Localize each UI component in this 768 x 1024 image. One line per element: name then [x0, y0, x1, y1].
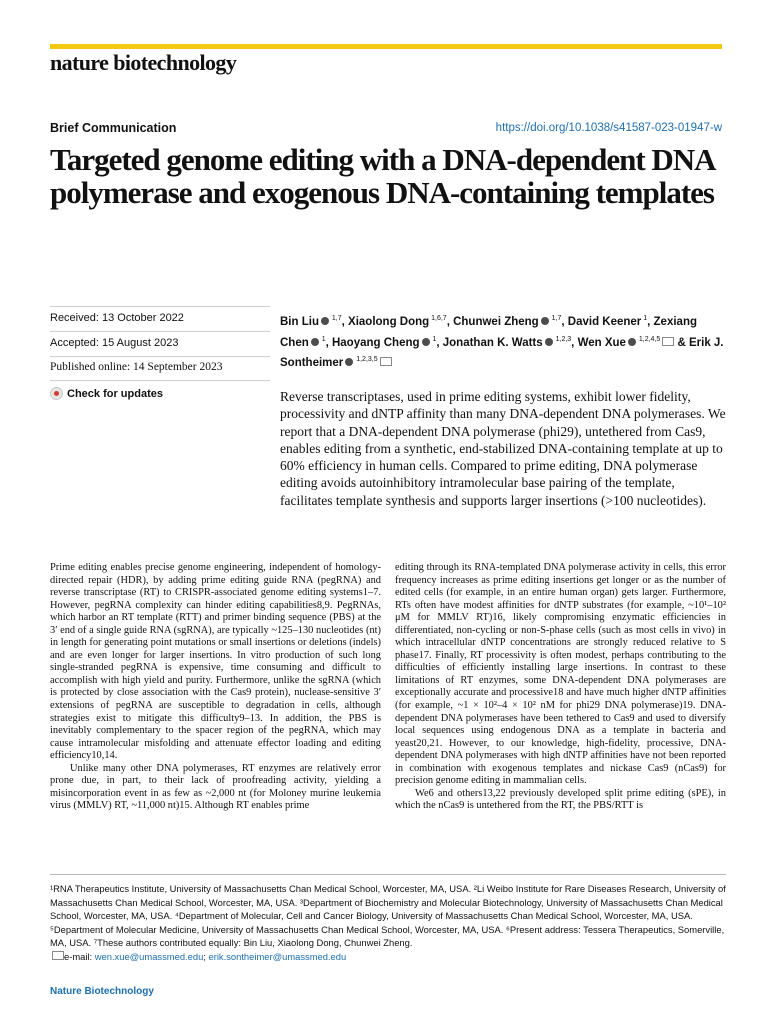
author-entry: [568, 316, 647, 328]
author-entry: [332, 337, 436, 349]
author-name: Bin Liu: [280, 315, 319, 328]
email-link-xue[interactable]: wen.xue@umassmed.edu: [94, 950, 204, 962]
author-affiliation: 1,6,7: [429, 315, 447, 322]
accepted-date: Accepted: 15 August 2023: [50, 337, 179, 349]
mail-icon: [52, 951, 64, 960]
published-date: Published online: 14 September 2023: [50, 361, 223, 373]
orcid-icon[interactable]: [422, 338, 430, 346]
author-affiliation: 1: [641, 315, 648, 322]
author-entry: [453, 316, 561, 328]
article-title: Targeted genome editing with a DNA-dependent DNA polymerase and exogenous DNA-containing templates: [50, 142, 714, 210]
author-affiliation: 1,2,3: [553, 335, 572, 343]
orcid-icon[interactable]: [345, 358, 353, 366]
abstract: Reverse transcriptases, used in prime editing systems, exhibit lower fidelity, processivity and dNTP affinity than many DNA-dependent DNA polymerases. We report that a DNA-dependent DNA polymerase (phi29), untethered from Cas9, enables editing from a synthetic, end-stabilized DNA-containing template at up to 60% efficiency in human cells. Compared to prime editing, DNA polymerase editing avoids autoinhibitory intramolecular base pairing of the template, facilitates template synthesis and supports larger insertions (>100 nucleotides).: [280, 389, 726, 508]
email-link-sontheimer[interactable]: erik.sontheimer@umassmed.edu: [208, 950, 347, 962]
header-accent-bar: [50, 44, 722, 49]
mail-icon[interactable]: [380, 357, 392, 366]
doi-link[interactable]: https://doi.org/10.1038/s41587-023-01947-w: [495, 122, 722, 134]
author-list: Bin Liu $^{1,7}$, Xiaolong Dong $^{1,6,7}$, Chunwei Zheng $^{1,7}$, David Keener $^1$, Zexiang Chen $^1$, Haoyang Cheng $^1$, Jonathan K. Watts $^{1,2,3}$, Wen Xue $^{1,2,4,5}$ & Erik J. Sontheimer $^{1,2,3,5}$: [280, 315, 724, 370]
author-affiliation: 1,7: [329, 315, 342, 322]
author-name: Wen Xue: [577, 336, 626, 349]
author-affiliation: 1: [430, 335, 437, 343]
mail-icon[interactable]: [662, 337, 674, 346]
author-name: Jonathan K. Watts: [442, 336, 543, 349]
meta-divider: [50, 331, 270, 332]
journal-logo: nature biotechnology: [50, 50, 237, 75]
author-name: Chunwei Zheng: [453, 315, 539, 328]
author-name: Xiaolong Dong: [348, 315, 430, 328]
author-name: David Keener: [567, 315, 642, 328]
orcid-icon[interactable]: [311, 338, 319, 346]
meta-divider: [50, 306, 270, 307]
body-paragraph: We6 and others13,22 previously developed split prime editing (sPE), in which the nCas9 is untethered from the RT, the PBS/RTT is: [395, 787, 726, 812]
email-separator: ;: [203, 950, 206, 962]
check-updates-label: Check for updates: [67, 387, 163, 400]
author-affiliation: 1,2,3,5: [354, 356, 378, 364]
article-type: Brief Communication: [50, 121, 177, 135]
author-entry: [443, 337, 571, 349]
author-entry: [280, 316, 342, 328]
affiliations-text: ¹RNA Therapeutics Institute, University of Massachusetts Chan Medical School, Worcester, MA, USA. ²Li Weibo Institute for Rare Diseases Research, University of Massachusetts Chan Medical School, Worcester, MA, USA. ³Department of Biochemistry and Molecular Biotechnology, University of Massachusetts Chan Medical School, Worcester, MA, USA. ⁴Department of Molecular, Cell and Cancer Biology, University of Massachusetts Chan Medical School, Worcester, MA, USA. ⁵Department of Molecular Medicine, University of Massachusetts Chan Medical School, Worcester, MA, USA. ⁶Present address: Tessera Therapeutics, Somerville, MA, USA. ⁷These authors contributed equally: Bin Liu, Xiaolong Dong, Chunwei Zheng.: [50, 883, 726, 949]
orcid-icon[interactable]: [545, 338, 553, 346]
body-column-right: [395, 562, 726, 813]
received-date: Received: 13 October 2022: [50, 312, 184, 324]
body-paragraph: Prime editing enables precise genome engineering, independent of homology-directed repair (HDR), by adding prime editing guide RNA (pegRNA) and reverse transcriptase (RT) to CRISPR-associated genome editing systems1–7. However, pegRNA complexity can hinder editing capabilities8,9. PegRNAs, which harbor an RT template (RTT) and primer binding sequence (PBS) at the 3′ end of a single guide RNA (sgRNA), are typically ~125–130 nucleotides (nt) in length for generating point mutations or small insertions or deletions (indels) and are even longer for larger insertions. In vitro production of such long single-stranded pegRNA is expensive, time consuming and difficult to accomplish with high yield and purity. Furthermore, unlike the sgRNA (which is protected by close association with the Cas9 protein), nuclease-sensitive 3′ extensions of pegRNA are susceptible to degradation in cells, although strategies exist to mitigate this difficulty9–13. In addition, the PBS is inevitably complementary to the spacer region of the pegRNA, which may cause intramolecular misfolding and attenuate effector loading and editing efficiency10,14.: [50, 562, 381, 762]
orcid-icon[interactable]: [541, 317, 549, 325]
author-entry: [578, 337, 675, 349]
author-affiliation: 1: [319, 335, 326, 343]
affiliation-footnotes: [50, 882, 730, 964]
body-paragraph: Unlike many other DNA polymerases, RT enzymes are relatively error prone due, in part, to their lack of proofreading activity, yielding a misincorporation event in as few as ~2,000 nt (for Moloney murine leukemia virus (MMLV) RT, ~11,000 nt)15. Although RT enables prime: [50, 762, 381, 812]
author-entry: & Erik J. Sontheimer $^{1,2,3,5}$: [280, 336, 724, 370]
body-column-left: [50, 562, 381, 813]
author-name: Erik J. Sontheimer: [280, 336, 724, 370]
author-affiliation: 1,7: [549, 315, 562, 322]
author-affiliation: 1,2,4,5: [636, 335, 661, 343]
orcid-icon[interactable]: [321, 317, 329, 325]
meta-divider: [50, 380, 270, 381]
body-paragraph: editing through its RNA-templated DNA polymerase activity in cells, this error frequency increases as prime editing insertions get longer or as the number of edited cells (for example, in an entire human organ) gets larger. Furthermore, RTs often have modest affinities for dNTP substrates (for example, ~10¹–10² μM for MMLV RT)16, likely compromising enzymatic efficiencies in differentiated, non-cycling or non-S-phase cells (such as most cells in vivo) in which intracellular dNTP concentrations are strongly reduced relative to S phase17. Finally, RT processivity is often modest, perhaps contributing to the difficulties of efficiently installing large insertions. In contrast to these limitations of RT enzymes, some DNA-dependent DNA polymerases are exceptionally accurate and processive18 and have much higher dNTP affinities (for example, ~1 × 10²–4 × 10² nM for phi29 DNA polymerase)19. DNA-dependent DNA polymerases have been tethered to Cas9 and used to diversify local sequences using endogenous DNA as a template in bacteria and yeast20,21. However, to our knowledge, high-fidelity, processive, DNA-dependent DNA polymerases with high dNTP affinities have not been reported in combination with exogenous templates and nickase Cas9 (nCas9) for precision genome editing in mammalian cells.: [395, 562, 726, 787]
check-for-updates-button[interactable]: [50, 387, 220, 400]
author-name: Haoyang Cheng: [331, 336, 420, 349]
meta-divider: [50, 356, 270, 357]
footnote-divider: [50, 874, 726, 875]
check-updates-icon: [50, 387, 63, 400]
author-name: Zexiang Chen: [280, 315, 697, 349]
orcid-icon[interactable]: [628, 338, 636, 346]
author-entry: [348, 316, 447, 328]
email-label: e-mail:: [64, 950, 93, 962]
footer-journal-name: Nature Biotechnology: [50, 986, 154, 997]
